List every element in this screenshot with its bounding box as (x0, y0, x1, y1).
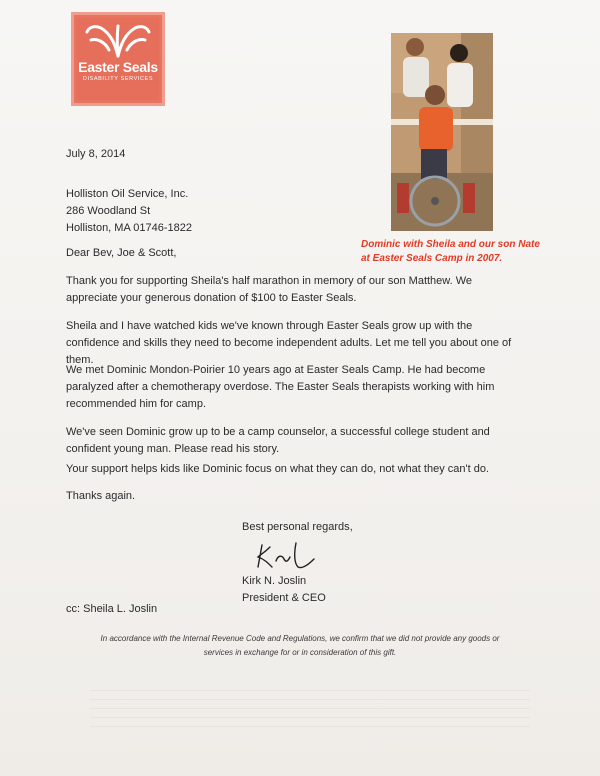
bleed-through-texture (90, 690, 530, 730)
signer-block (242, 573, 326, 607)
address-line: 286 Woodland St (66, 205, 151, 217)
photo-caption (361, 238, 561, 266)
body-paragraph: We met Dominic Mondon-Poirier 10 years ago at Easter Seals Camp. He had become paralyzed after a chemotherapy overdose. The Easter Seals therapists working with him recommended him for camp. (66, 364, 495, 410)
thanks-line: Thanks again. (66, 490, 136, 502)
body-paragraph: We've seen Dominic grow up to be a camp counselor, a successful college student and confident young man. Please read his story. (66, 426, 490, 455)
disclaimer-line: In accordance with the Internal Revenue Code and Regulations, we confirm that we did not provide any goods or (100, 634, 500, 643)
logo-wordmark: Easter Seals (78, 59, 158, 75)
tax-disclaimer (60, 632, 540, 660)
camp-photo (391, 33, 493, 231)
letter-date: July 8, 2014 (66, 148, 126, 160)
closing-line: Best personal regards, (242, 521, 353, 533)
body-paragraph: Sheila and I have watched kids we've known through Easter Seals grow up with the confidence and skills they need to become independent adults. Let me tell you about one of them. (66, 320, 512, 366)
caption-line: at Easter Seals Camp in 2007. (361, 253, 503, 264)
cc-line: cc: Sheila L. Joslin (66, 603, 158, 615)
disclaimer-line: services in exchange for or in consideration of this gift. (203, 648, 397, 657)
easter-seals-logo (71, 12, 165, 106)
signer-title: President & CEO (242, 592, 326, 604)
lily-emblem-icon (71, 18, 165, 62)
salutation: Dear Bev, Joe & Scott, (66, 247, 177, 259)
signer-name: Kirk N. Joslin (242, 575, 307, 587)
address-line: Holliston, MA 01746-1822 (66, 222, 192, 234)
caption-line: Dominic with Sheila and our son Nate (361, 239, 540, 250)
logo-subtitle: DISABILITY SERVICES (82, 76, 154, 82)
recipient-address (66, 186, 192, 237)
body-paragraph: Your support helps kids like Dominic focus on what they can do, not what they can't do. (66, 463, 489, 475)
address-line: Holliston Oil Service, Inc. (66, 188, 189, 200)
handwritten-signature (254, 541, 324, 571)
body-paragraph: Thank you for supporting Sheila's half marathon in memory of our son Matthew. We appreciate your generous donation of $100 to Easter Seals. (66, 275, 473, 304)
